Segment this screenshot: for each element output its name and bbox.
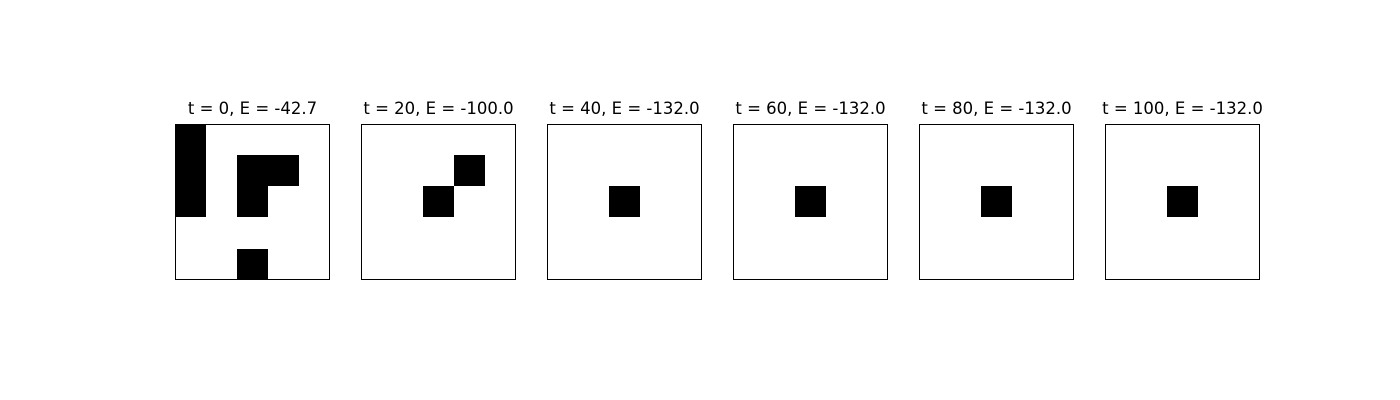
grid-cell-on [1167, 186, 1198, 217]
panel-title: t = 0, E = -42.7 [187, 99, 318, 118]
grid-cell-on [175, 186, 206, 217]
spin-grid-panel [361, 124, 516, 280]
grid-cell-on [609, 186, 640, 217]
panel-title: t = 40, E = -132.0 [549, 99, 700, 118]
grid-cell-on [981, 186, 1012, 217]
spin-grid-panel [547, 124, 702, 280]
panel-title: t = 60, E = -132.0 [735, 99, 886, 118]
spin-grid-panel [175, 124, 330, 280]
spin-grid-panel [919, 124, 1074, 280]
grid-cell-on [423, 186, 454, 217]
spin-grid-panel [1105, 124, 1260, 280]
grid-cell-on [795, 186, 826, 217]
grid-cell-on [454, 155, 485, 186]
grid-cell-on [268, 155, 299, 186]
panel-title: t = 80, E = -132.0 [921, 99, 1072, 118]
grid-cell-on [237, 186, 268, 217]
grid-cell-on [237, 155, 268, 186]
grid-cell-on [237, 249, 268, 280]
panel-title: t = 20, E = -100.0 [363, 99, 514, 118]
grid-cell-on [175, 124, 206, 155]
panel-title: t = 100, E = -132.0 [1102, 99, 1263, 118]
spin-grid-panel [733, 124, 888, 280]
grid-cell-on [175, 155, 206, 186]
